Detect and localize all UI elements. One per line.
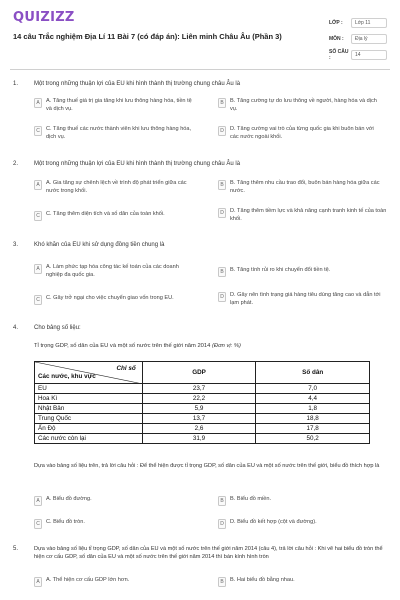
option-text: D. Tăng thêm tiềm lực và khả năng cạnh tranh kinh tế của toàn khối. bbox=[230, 208, 387, 222]
option-text: D. Gây nên tình trạng giá hàng tiêu dùng tăng cao và dẫn tới lạm phát. bbox=[230, 292, 381, 306]
option-text: C. Biểu đồ tròn. bbox=[46, 519, 85, 525]
table-cell: 50,2 bbox=[256, 434, 370, 444]
option-letter: D bbox=[218, 208, 226, 218]
option-1d[interactable] bbox=[218, 126, 383, 141]
option-2b[interactable] bbox=[218, 180, 383, 195]
option-text: C. Tăng thuế các nước thành viên khi lưu thông hàng hóa, dịch vụ. bbox=[46, 126, 192, 140]
option-text: A. Gia tăng sự chênh lệch về trình độ phát triển giữa các nước trong khối. bbox=[46, 180, 187, 194]
option-text: B. Tăng cường tự do lưu thông về người, hàng hóa và dịch vụ. bbox=[230, 98, 377, 112]
table-cell: 22,2 bbox=[142, 394, 256, 404]
question-text: Khó khăn của EU khi sử dụng đồng tiền chung là bbox=[34, 242, 165, 248]
table-cell: Trung Quốc bbox=[35, 414, 143, 424]
option-5a[interactable] bbox=[34, 577, 194, 587]
option-1a[interactable] bbox=[34, 98, 194, 113]
option-4d[interactable] bbox=[218, 519, 383, 529]
table-row bbox=[35, 384, 370, 394]
table-cell: 23,7 bbox=[142, 384, 256, 394]
question-number: 2. bbox=[13, 161, 19, 167]
meta-label: SỐ CÂU : bbox=[329, 49, 349, 61]
table-caption bbox=[34, 343, 384, 351]
option-letter: B bbox=[218, 98, 226, 108]
question-text: Một trong những thuận lợi của EU khi hình thành thị trường chung châu Âu là bbox=[34, 81, 241, 87]
header-divider bbox=[10, 69, 390, 70]
option-text: A. Thể hiện cơ cấu GDP lớn hơn. bbox=[46, 577, 130, 583]
table-cell: 4,4 bbox=[256, 394, 370, 404]
table-cell: Ấn Độ bbox=[35, 424, 143, 434]
option-text: B. Hai biểu đồ bằng nhau. bbox=[230, 577, 295, 583]
table-cell: Các nước còn lại bbox=[35, 434, 143, 444]
option-letter: A bbox=[34, 577, 42, 587]
quizizz-logo: QUIZIZZ bbox=[13, 10, 75, 25]
table-cell: 1,8 bbox=[256, 404, 370, 414]
table-header-row bbox=[35, 362, 370, 384]
question-text: Cho bảng số liệu: bbox=[34, 325, 81, 331]
table-row bbox=[35, 434, 370, 444]
table-corner-cell bbox=[35, 362, 143, 384]
meta-row-count bbox=[329, 47, 391, 63]
table-cell: 13,7 bbox=[142, 414, 256, 424]
question-number: 3. bbox=[13, 242, 19, 248]
option-text: D. Biểu đồ kết hợp (cột và đường). bbox=[230, 519, 317, 525]
option-letter: C bbox=[34, 126, 42, 136]
option-letter: A bbox=[34, 180, 42, 190]
meta-label: LỚP : bbox=[329, 20, 343, 26]
table-row bbox=[35, 404, 370, 414]
corner-top-label: Chỉ số bbox=[116, 365, 136, 372]
meta-row-subject bbox=[329, 31, 391, 47]
question-subtext: Dựa vào bảng số liệu trên, trả lời câu hỏi : Để thể hiện được tỉ trọng GDP, số dân của EU và một số nước trên thế giới, biểu đồ thích hợp là bbox=[34, 463, 380, 469]
option-letter: B bbox=[218, 496, 226, 506]
option-letter: A bbox=[34, 496, 42, 506]
question-number: 5. bbox=[13, 546, 19, 552]
table-row bbox=[35, 414, 370, 424]
document-title: 14 câu Trắc nghiệm Địa Lí 11 Bài 7 (có đáp án): Liên minh Châu Âu (Phần 3) bbox=[13, 32, 282, 41]
data-table bbox=[34, 361, 370, 444]
option-2a[interactable] bbox=[34, 180, 194, 195]
option-letter: A bbox=[34, 264, 42, 274]
meta-value: 14 bbox=[351, 50, 387, 60]
option-letter: D bbox=[218, 126, 226, 136]
option-letter: D bbox=[218, 292, 226, 302]
option-text: B. Biểu đồ miền. bbox=[230, 496, 272, 502]
option-4c[interactable] bbox=[34, 519, 194, 529]
option-3c[interactable] bbox=[34, 295, 212, 305]
option-text: B. Tăng tính rủi ro khi chuyển đổi tiền tệ. bbox=[230, 267, 331, 273]
option-2c[interactable] bbox=[34, 211, 199, 221]
table-cell: Hoa Kì bbox=[35, 394, 143, 404]
meta-value: Lớp 11 bbox=[351, 18, 387, 28]
option-text: C. Tăng thêm diện tích và số dân của toàn khối. bbox=[46, 211, 165, 217]
option-5b[interactable] bbox=[218, 577, 383, 587]
option-text: A. Tăng thuế giá trị gia tăng khi lưu thông hàng hóa, tiền tệ và dịch vụ. bbox=[46, 98, 192, 112]
table-cell: 31,9 bbox=[142, 434, 256, 444]
table-cell: EU bbox=[35, 384, 143, 394]
column-header: Số dân bbox=[256, 362, 370, 384]
option-letter: B bbox=[218, 267, 226, 277]
table-cell: 7,0 bbox=[256, 384, 370, 394]
meta-panel bbox=[329, 15, 391, 63]
option-1b[interactable] bbox=[218, 98, 383, 113]
question-text: Dựa vào bảng số liệu tỉ trọng GDP, số dân của EU và một số nước trên thế giới năm 2014 (câu 4), trả lời câu hỏi : Khi vẽ hai biểu đồ tròn thể hiện cơ cấu GDP, số dân của EU và một số nước trên thế giới năm 2014 thì bán kính hình tròn bbox=[34, 546, 383, 560]
option-text: A. Biểu đồ đường. bbox=[46, 496, 92, 502]
table-row bbox=[35, 394, 370, 404]
option-3d[interactable] bbox=[218, 292, 388, 307]
option-letter: B bbox=[218, 180, 226, 190]
meta-value: Địa lý bbox=[351, 34, 387, 44]
question-text: Một trong những thuận lợi của EU khi hình thành thị trường chung châu Âu là bbox=[34, 161, 241, 167]
option-text: D. Tăng cường vai trò của từng quốc gia khi buôn bán với các nước ngoài khối. bbox=[230, 126, 374, 140]
option-2d[interactable] bbox=[218, 208, 388, 223]
column-header: GDP bbox=[142, 362, 256, 384]
option-text: A. Làm phức tạp hóa công tác kế toán của các doanh nghiệp đa quốc gia. bbox=[46, 264, 179, 278]
option-1c[interactable] bbox=[34, 126, 194, 141]
option-letter: A bbox=[34, 98, 42, 108]
table-cell: 17,8 bbox=[256, 424, 370, 434]
option-3a[interactable] bbox=[34, 264, 194, 279]
option-letter: C bbox=[34, 211, 42, 221]
option-4a[interactable] bbox=[34, 496, 194, 506]
option-letter: C bbox=[34, 519, 42, 529]
table-caption-unit: (Đơn vị: %) bbox=[211, 343, 241, 349]
meta-row-class bbox=[329, 15, 391, 31]
option-text: B. Tăng thêm nhu cầu trao đổi, buôn bán hàng hóa giữa các nước. bbox=[230, 180, 380, 194]
table-row bbox=[35, 424, 370, 434]
meta-label: MÔN : bbox=[329, 36, 344, 42]
table-cell: Nhật Bản bbox=[35, 404, 143, 414]
table-cell: 5,9 bbox=[142, 404, 256, 414]
question-number: 4. bbox=[13, 325, 19, 331]
option-4b[interactable] bbox=[218, 496, 383, 506]
table-caption-text: Tỉ trọng GDP, số dân của EU và một số nước trên thế giới năm 2014 bbox=[34, 343, 211, 349]
corner-bottom-label: Các nước, khu vực bbox=[38, 373, 96, 380]
option-text: C. Gây trở ngại cho việc chuyển giao vốn trong EU. bbox=[46, 295, 174, 301]
option-letter: C bbox=[34, 295, 42, 305]
table-cell: 18,8 bbox=[256, 414, 370, 424]
table-cell: 2,6 bbox=[142, 424, 256, 434]
question-number: 1. bbox=[13, 81, 19, 87]
option-letter: B bbox=[218, 577, 226, 587]
option-3b[interactable] bbox=[218, 267, 383, 277]
option-letter: D bbox=[218, 519, 226, 529]
